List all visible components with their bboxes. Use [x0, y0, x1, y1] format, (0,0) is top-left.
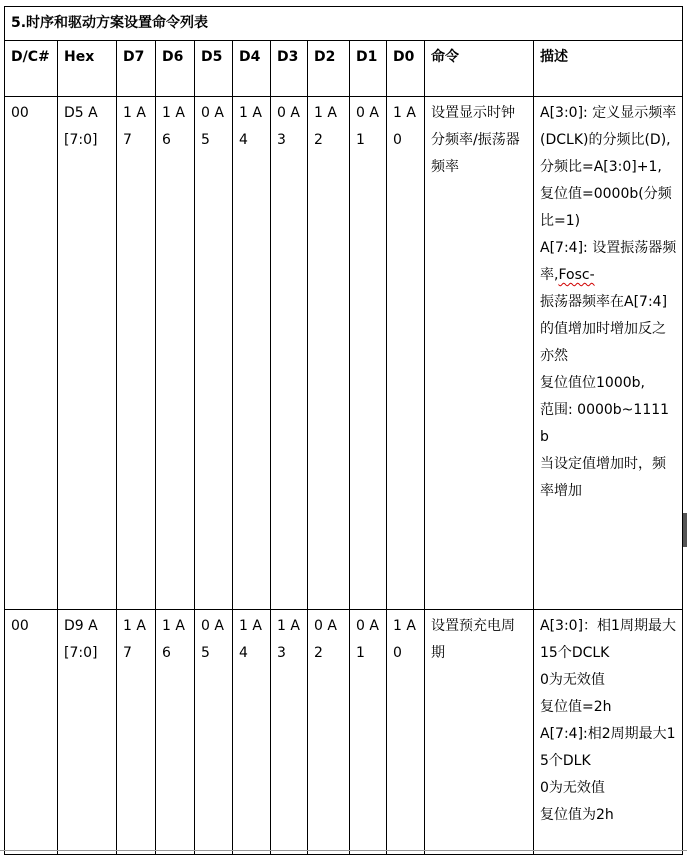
description-line	[540, 235, 677, 289]
spellcheck-underlined-text: Fosc-	[558, 267, 595, 283]
cell-d4: 1 A4	[233, 97, 271, 610]
cell-d3: 1 A3	[271, 610, 308, 855]
header-description: 描述	[534, 41, 683, 97]
description-line: A[7:4]:相2周期最大15个DLK	[540, 726, 676, 769]
header-hex: Hex	[58, 41, 117, 97]
description-line: 复位值=2h	[540, 699, 612, 715]
table-header-row	[5, 41, 683, 97]
cell-d0: 1 A0	[387, 610, 425, 855]
cell-dc: 00	[5, 610, 58, 855]
description-line: 当设定值增加时，频率增加	[540, 456, 666, 499]
description-line: 复位值位1000b,	[540, 375, 645, 391]
cell-d7: 1 A7	[117, 610, 156, 855]
description-line: A[3:0]: 定义显示频率(DCLK)的分频比(D),分频比=A[3:0]+1,	[540, 105, 677, 175]
header-d1: D1	[350, 41, 387, 97]
cell-d5: 0 A5	[195, 97, 233, 610]
description-line: 振荡器频率在A[7:4]的值增加时增加反之亦然	[540, 294, 668, 364]
description-line: 0为无效值	[540, 780, 605, 796]
header-d2: D2	[308, 41, 350, 97]
table-title-row	[5, 7, 683, 41]
cell-d2: 0 A2	[308, 610, 350, 855]
description-line: A[3:0]：相1周期最大15个DCLK	[540, 618, 676, 661]
cell-hex: D9 A[7:0]	[58, 610, 117, 855]
cell-description	[534, 610, 683, 855]
header-d3: D3	[271, 41, 308, 97]
cell-d1: 0 A1	[350, 97, 387, 610]
scroll-edge-marker	[683, 513, 687, 547]
cell-hex: D5 A[7:0]	[58, 97, 117, 610]
cell-d4: 1 A4	[233, 610, 271, 855]
cell-d2: 1 A2	[308, 97, 350, 610]
cell-d1: 0 A1	[350, 610, 387, 855]
cell-description	[534, 97, 683, 610]
command-table	[4, 6, 683, 855]
cell-d0: 1 A0	[387, 97, 425, 610]
description-line: 0为无效值	[540, 672, 605, 688]
description-line: 范围: 0000b~1111b	[540, 402, 670, 445]
header-d0: D0	[387, 41, 425, 97]
description-text: A[7:4]: 设置振荡器频率,	[540, 240, 677, 283]
cell-d5: 0 A5	[195, 610, 233, 855]
cell-d6: 1 A6	[156, 97, 195, 610]
header-d6: D6	[156, 41, 195, 97]
header-d4: D4	[233, 41, 271, 97]
table-row	[5, 97, 683, 610]
cell-d3: 0 A3	[271, 97, 308, 610]
table-title: 5.时序和驱动方案设置命令列表	[5, 7, 683, 41]
header-d7: D7	[117, 41, 156, 97]
cell-d7: 1 A7	[117, 97, 156, 610]
header-d5: D5	[195, 41, 233, 97]
table-row	[5, 610, 683, 855]
page-bottom-divider	[0, 850, 687, 851]
description-line: 复位值为2h	[540, 807, 614, 823]
cell-command: 设置显示时钟分频率/振荡器频率	[425, 97, 534, 610]
description-line: 复位值=0000b(分频比=1)	[540, 186, 672, 229]
header-command: 命令	[425, 41, 534, 97]
cell-command: 设置预充电周期	[425, 610, 534, 855]
cell-d6: 1 A6	[156, 610, 195, 855]
header-dc: D/C#	[5, 41, 58, 97]
cell-dc: 00	[5, 97, 58, 610]
